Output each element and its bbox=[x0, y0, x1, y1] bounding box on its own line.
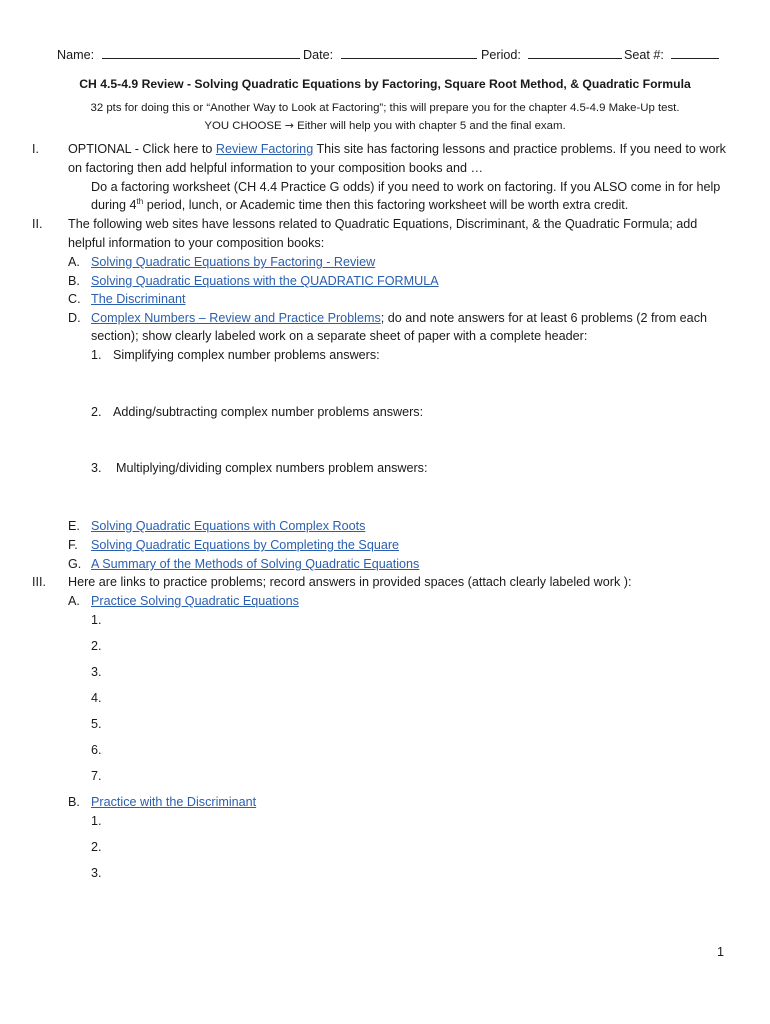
sub-3-text: Multiplying/dividing complex numbers problem answers: bbox=[116, 461, 428, 475]
seat-label: Seat #: bbox=[624, 48, 664, 62]
period-blank[interactable] bbox=[528, 47, 622, 59]
practice-discriminant-link[interactable]: Practice with the Discriminant bbox=[91, 795, 257, 809]
factoring-review-link[interactable]: Solving Quadratic Equations by Factoring - Review bbox=[91, 255, 376, 269]
date-label: Date: bbox=[303, 48, 334, 62]
answer-a-4: 4. bbox=[91, 691, 102, 705]
date-blank[interactable] bbox=[341, 47, 477, 59]
practice-solving-link[interactable]: Practice Solving Quadratic Equations bbox=[91, 594, 299, 608]
section-3-numeral: III. bbox=[32, 575, 46, 589]
section-2-numeral: II. bbox=[32, 217, 43, 231]
section-3-line1: Here are links to practice problems; record answers in provided spaces (attach clearly labeled work ): bbox=[68, 575, 632, 589]
you-choose-text: YOU CHOOSE bbox=[204, 120, 282, 132]
during-text: during 4 bbox=[91, 198, 137, 212]
period-label: Period: bbox=[481, 48, 521, 62]
section-1-line2: on factoring then add helpful information to your composition books and … bbox=[68, 161, 484, 175]
section-1-intro: OPTIONAL - Click here to bbox=[68, 142, 213, 156]
item-d-line2: section); show clearly labeled work on a separate sheet of paper with a complete header: bbox=[91, 329, 588, 343]
answer-a-7: 7. bbox=[91, 769, 102, 783]
seat-blank[interactable] bbox=[671, 47, 719, 59]
discriminant-link[interactable]: The Discriminant bbox=[91, 292, 186, 306]
section-1-line1 bbox=[68, 142, 726, 156]
completing-square-link[interactable]: Solving Quadratic Equations by Completing the Square bbox=[91, 538, 400, 552]
item-c-letter: C. bbox=[68, 292, 81, 306]
section-3-b-letter: B. bbox=[68, 795, 80, 809]
subtitle-line1: 32 pts for doing this or “Another Way to Look at Factoring”; this will prepare you for the chapter 4.5-4.9 Make-Up test. bbox=[90, 102, 680, 114]
review-factoring-link[interactable]: Review Factoring bbox=[215, 142, 314, 156]
period-field[interactable] bbox=[481, 47, 622, 62]
section-1-line4 bbox=[91, 198, 628, 212]
sub-1-num: 1. bbox=[91, 348, 102, 362]
item-g-letter: G. bbox=[68, 557, 82, 571]
date-field[interactable] bbox=[303, 47, 477, 62]
either-text: Either will help you with chapter 5 and the final exam. bbox=[297, 120, 566, 132]
section-2-line2: helpful information to your composition books: bbox=[68, 236, 325, 250]
sub-2-num: 2. bbox=[91, 405, 102, 419]
answer-a-3: 3. bbox=[91, 665, 102, 679]
seat-field[interactable] bbox=[624, 47, 719, 62]
period-lunch-text: period, lunch, or Academic time then this factoring worksheet will be worth extra credit. bbox=[146, 198, 629, 212]
section-3-a-letter: A. bbox=[68, 594, 80, 608]
section-1-line3: Do a factoring worksheet (CH 4.4 Practice G odds) if you need to work on factoring. If you ALSO come in for help bbox=[91, 180, 721, 194]
sub-2-text: Adding/subtracting complex number problems answers: bbox=[113, 405, 424, 419]
page-title: CH 4.5-4.9 Review - Solving Quadratic Equations by Factoring, Square Root Method, & Quadratic Formula bbox=[79, 77, 691, 91]
answer-b-3: 3. bbox=[91, 866, 102, 880]
complex-roots-link[interactable]: Solving Quadratic Equations with Complex Roots bbox=[91, 519, 366, 533]
section-1-intro-cont: This site has factoring lessons and practice problems. If you need to work bbox=[316, 142, 726, 156]
summary-methods-link[interactable]: A Summary of the Methods of Solving Quadratic Equations bbox=[91, 557, 420, 571]
item-f-letter: F. bbox=[68, 538, 78, 552]
answer-a-1: 1. bbox=[91, 613, 102, 627]
item-b-letter: B. bbox=[68, 274, 80, 288]
subtitle-line2 bbox=[0, 119, 770, 132]
sub-1-text: Simplifying complex number problems answers: bbox=[113, 348, 380, 362]
name-blank[interactable] bbox=[102, 47, 300, 59]
section-1-numeral: I. bbox=[32, 142, 39, 156]
th-superscript: th bbox=[136, 196, 144, 206]
item-d-letter: D. bbox=[68, 311, 81, 325]
item-e-letter: E. bbox=[68, 519, 80, 533]
answer-a-5: 5. bbox=[91, 717, 102, 731]
page-number: 1 bbox=[717, 945, 725, 959]
answer-a-6: 6. bbox=[91, 743, 102, 757]
right-arrow-icon: → bbox=[284, 119, 294, 132]
answer-b-2: 2. bbox=[91, 840, 102, 854]
answer-b-1: 1. bbox=[91, 814, 102, 828]
name-label: Name: bbox=[57, 48, 95, 62]
quadratic-formula-link[interactable]: Solving Quadratic Equations with the QUADRATIC FORMULA bbox=[91, 274, 439, 288]
section-2-line1: The following web sites have lessons related to Quadratic Equations, Discriminant, & the Quadratic Formula; add bbox=[68, 217, 698, 231]
item-d-line1 bbox=[91, 311, 707, 325]
item-d-instructions: ; do and note answers for at least 6 problems (2 from each bbox=[380, 311, 707, 325]
sub-3-num: 3. bbox=[91, 461, 102, 475]
complex-numbers-link[interactable]: Complex Numbers – Review and Practice Problems bbox=[91, 311, 381, 325]
name-field[interactable] bbox=[57, 47, 300, 62]
answer-a-2: 2. bbox=[91, 639, 102, 653]
item-a-letter: A. bbox=[68, 255, 80, 269]
